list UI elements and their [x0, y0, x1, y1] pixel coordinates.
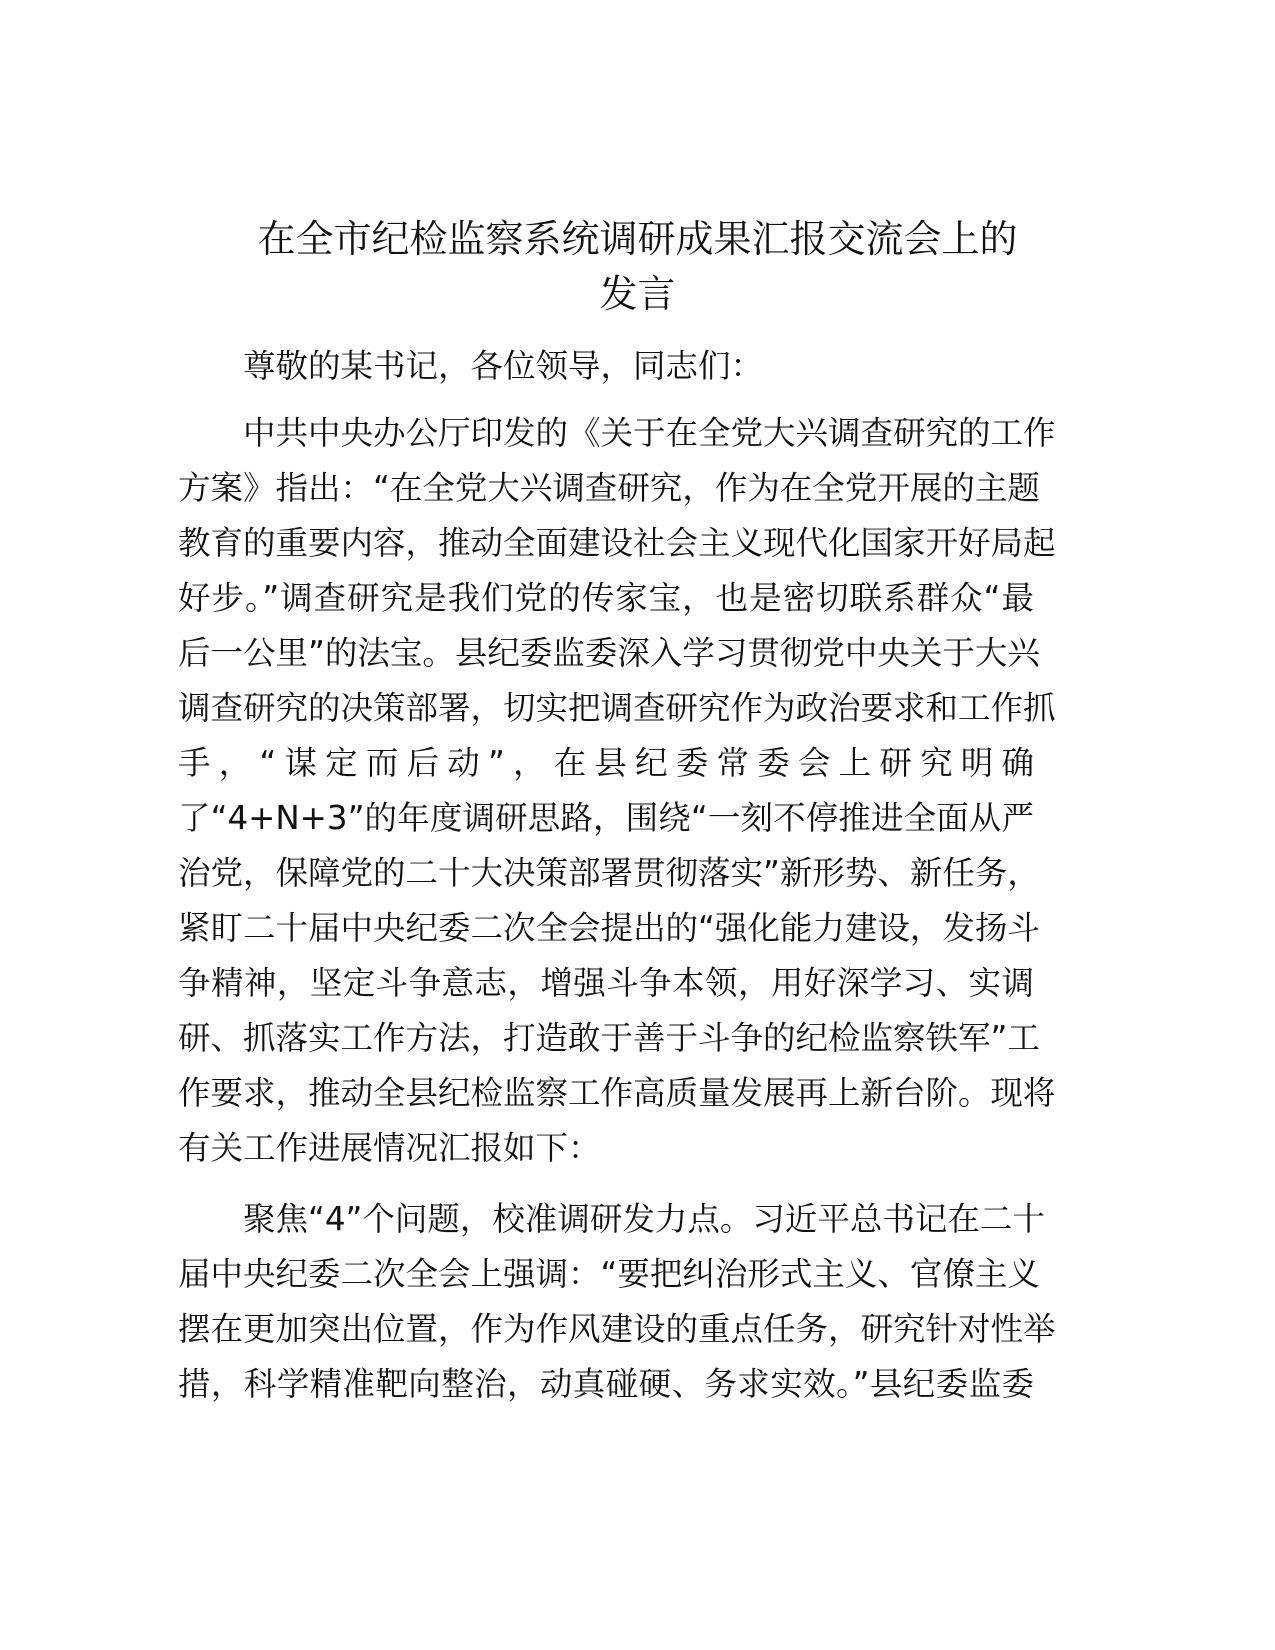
- paragraph-line: 研、抓落实工作方法，打造敢于善于斗争的纪检监察铁军”工: [178, 1019, 1040, 1057]
- paragraph-line: 了“4+N+3”的年度调研思路，围绕“一刻不停推进全面从严: [178, 799, 1034, 837]
- paragraph-line: 中共中央办公厅印发的《关于在全党大兴调查研究的工作: [243, 414, 1056, 452]
- paragraph-line: 作要求，推动全县纪检监察工作高质量发展再上新台阶。现将: [178, 1074, 1056, 1112]
- body-paragraph-intro: [178, 406, 1056, 1176]
- paragraph-line: 治党，保障党的二十大决策部署贯彻落实”新形势、新任务，: [178, 854, 1040, 892]
- title-line: 在全市纪检监察系统调研成果汇报交流会上的: [257, 217, 1018, 261]
- paragraph-line: 摆在更加突出位置，作为作风建设的重点任务，研究针对性举: [178, 1310, 1056, 1348]
- paragraph-line: 紧盯二十届中央纪委二次全会提出的“强化能力建设，发扬斗: [178, 909, 1040, 947]
- paragraph-line: 后一公里”的法宝。县纪委监委深入学习贯彻党中央关于大兴: [178, 634, 1040, 672]
- paragraph-line: 方案》指出：“在全党大兴调查研究，作为在全党开展的主题: [178, 469, 1040, 507]
- document-title: [150, 212, 1125, 322]
- paragraph-line: 聚焦“4”个问题，校准调研发力点。习近平总书记在二十: [243, 1200, 1045, 1238]
- paragraph-line: 届中央纪委二次全会上强调：“要把纠治形式主义、官僚主义: [178, 1255, 1040, 1293]
- salutation-paragraph: [178, 339, 1034, 394]
- paragraph-line: 手，“谋定而后动”，在县纪委常委会上研究明确: [178, 744, 1034, 782]
- paragraph-line: 措，科学精准靶向整治，动真碰硬、务求实效。”县纪委监委: [178, 1365, 1034, 1403]
- salutation: 尊敬的某书记，各位领导，同志们：: [243, 347, 764, 385]
- paragraph-line: 争精神，坚定斗争意志，增强斗争本领，用好深学习、实调: [178, 964, 1034, 1002]
- title-line: 发言: [599, 272, 676, 316]
- paragraph-line: 调查研究的决策部署，切实把调查研究作为政治要求和工作抓: [178, 689, 1056, 727]
- body-paragraph-focus: [178, 1192, 1056, 1412]
- paragraph-line: 好步。”调查研究是我们党的传家宝，也是密切联系群众“最: [178, 579, 1034, 617]
- paragraph-line: 教育的重要内容，推动全面建设社会主义现代化国家开好局起: [178, 524, 1056, 562]
- paragraph-line: 有关工作进展情况汇报如下：: [178, 1129, 601, 1167]
